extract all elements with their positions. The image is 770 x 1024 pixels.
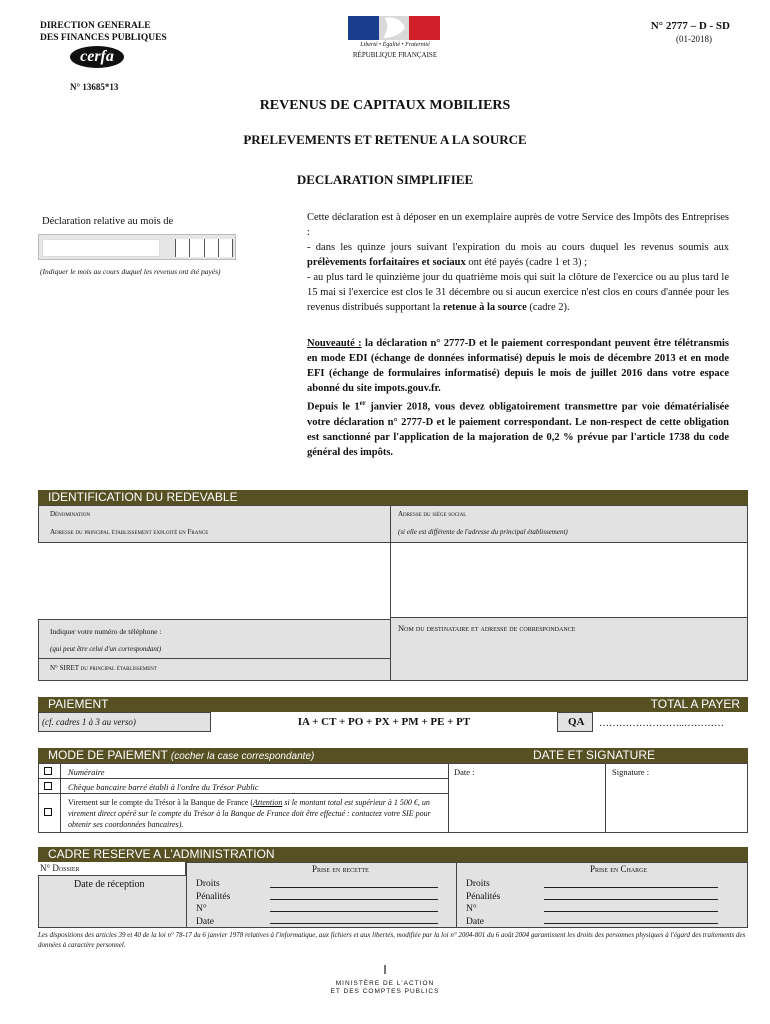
virement-label	[68, 797, 444, 830]
destinataire-label: Nom du destinataire et adresse de correspondance	[398, 623, 576, 633]
legal-notice: Les dispositions des articles 39 et 40 de la loi n° 78-17 du 6 janvier 1978 relatives à l'informatique, aux fichiers et aux libertés, modifiée par la loi n° 2004-801 du 6 août 2004 garantissent les droits des personnes physiques à l'égard des traitements des données à caractère personnel.	[38, 931, 746, 949]
admin-header: CADRE RESERVE A L'ADMINISTRATION	[38, 847, 748, 862]
mode-row-line1	[38, 778, 448, 779]
month-year-input[interactable]	[175, 239, 233, 257]
mode-sign-divider	[605, 763, 606, 833]
recette-penalites: Pénalités	[196, 891, 231, 902]
intro-p3b: retenue à la source	[442, 302, 527, 313]
declaration-month-label: Déclaration relative au mois de	[42, 216, 174, 227]
admin-divider2	[456, 862, 457, 928]
qa-label: QA	[568, 716, 585, 728]
mode-row-line2	[38, 793, 448, 794]
cheque-label: Chèque bancaire barré établi à l'ordre du Trésor Public	[68, 782, 259, 792]
ministry-logo	[300, 962, 470, 996]
virement-attention: Attention	[253, 798, 283, 807]
telephone-label: Indiquer votre numéro de téléphone :	[50, 627, 162, 636]
numeraire-checkbox[interactable]	[44, 767, 52, 775]
nouveaute-label: Nouveauté :	[307, 338, 362, 349]
nouveaute-text: la déclaration n° 2777-D et le paiement correspondant peuvent être télétransmis en mode EDI (échange de données informatisé) depuis le mois de décembre 2013 et en mode EFI (échange de formulaires informatisé) depuis le mois de juillet 2016 dans votre espace abonné du site impots.gouv.fr.	[307, 338, 729, 394]
charge-labels	[466, 878, 500, 928]
virement-checkbox[interactable]	[44, 808, 52, 816]
depuis-a: Depuis le 1	[307, 401, 360, 413]
deposit-instructions	[307, 210, 729, 315]
intro-p3a: - au plus tard le quinzième jour du quatrième mois qui suit la clôture de l'exercice ou au plus tard le 15 mai si l'exercice est clos le 31 décembre ou si aucun exercice n'est clos en cours d'année pour les revenus distribués supportant la	[307, 272, 729, 313]
mode-col-divider	[60, 763, 61, 833]
charge-line4[interactable]	[544, 923, 718, 924]
recette-labels	[196, 878, 230, 928]
date-reception-label: Date de réception	[74, 879, 145, 890]
form-date: (01-2018)	[676, 34, 712, 44]
siege-address-label: Adresse du siège social	[398, 510, 467, 518]
charge-line1[interactable]	[544, 887, 718, 888]
recette-line3[interactable]	[270, 911, 438, 912]
cheque-checkbox[interactable]	[44, 782, 52, 790]
mode-date-divider	[448, 763, 449, 833]
prise-recette-label: Prise en recette	[312, 864, 369, 874]
identification-header: IDENTIFICATION DU REDEVABLE	[38, 490, 748, 505]
date-signature-title: DATE ET SIGNATURE	[533, 748, 656, 762]
ministry-line1: MINISTÈRE DE L'ACTION	[335, 980, 435, 987]
intro-p2c: ont été payés (cadre 1 et 3) ;	[465, 257, 587, 268]
charge-penalites: Pénalités	[466, 891, 501, 902]
dossier-label: N° Dossier	[40, 863, 80, 873]
dgfip-header	[40, 20, 167, 44]
depuis-b: janvier 2018, vous devez obligatoirement transmettre par voie dématérialisée votre déclaration n° 2777-D et le paiement correspondant. Le non-respect de cette obligation est sanctionné par l'application de la majoration de 0,2 % prévue par l'article 1738 du code général des impôts.	[307, 401, 729, 458]
declaration-month-field	[38, 234, 236, 260]
recette-date: Date	[196, 916, 214, 927]
ministry-emblem-icon	[375, 965, 395, 975]
signature-label: Signature :	[612, 767, 650, 777]
virement-text-a: Virement sur le compte du Trésor à la Banque de France (	[68, 798, 254, 807]
total-title: TOTAL A PAYER	[650, 697, 740, 711]
paiement-header	[38, 697, 748, 712]
form-number: N° 2777 – D - SD	[650, 20, 730, 32]
nouveaute-notice	[307, 336, 729, 460]
page-title: REVENUS DE CAPITAUX MOBILIERS	[259, 98, 511, 113]
siege-address-hint: (si elle est différente de l'adresse du principal établissement)	[398, 528, 568, 536]
paiement-cadres: (cf. cadres 1 à 3 au verso)	[42, 717, 136, 727]
siret-label: N° SIRET du principal établissement	[50, 664, 157, 672]
virement-text-b: si le montant total est supérieur à 1 500 €, un virement direct opéré sur le compte du Trésor à la Banque de France doit être effectué : contactez votre SIE pour obtenir ses coordonnées bancaires).	[68, 798, 431, 829]
intro-p2a: - dans les quinze jours suivant l'expiration du mois au cours duquel les revenus soumis aux	[307, 242, 729, 253]
paiement-formula: IA + CT + PO + PX + PM + PE + PT	[210, 712, 558, 732]
recette-line2[interactable]	[270, 899, 438, 900]
numeraire-label: Numéraire	[68, 767, 105, 777]
intro-p1: Cette déclaration est à déposer en un exemplaire auprès de votre Service des Impôts des Entreprises :	[307, 212, 729, 238]
recette-line4[interactable]	[270, 923, 438, 924]
admin-divider1	[186, 862, 187, 928]
republic-motto: Liberté • Égalité • Fraternité	[360, 42, 430, 48]
siege-address-input[interactable]	[391, 542, 747, 618]
principal-address-label: Adresse du principal établissement exploité en France	[50, 528, 209, 536]
charge-line3[interactable]	[544, 911, 718, 912]
dgfip-line1: DIRECTION GENERALE	[40, 21, 151, 31]
denomination-label: Dénomination	[50, 510, 91, 518]
total-amount-input[interactable]: ……………………..…………	[592, 712, 748, 732]
declaration-month-hint: (Indiquer le mois au cours duquel les revenus ont été payés)	[40, 267, 221, 276]
siret-divider	[38, 658, 390, 659]
republic-name: RÉPUBLIQUE FRANÇAISE	[352, 51, 438, 59]
prise-charge-label: Prise en Charge	[590, 864, 648, 874]
charge-droits: Droits	[466, 879, 490, 889]
marianne-logo	[348, 16, 440, 40]
charge-date: Date	[466, 916, 484, 927]
paiement-title: PAIEMENT	[48, 697, 109, 711]
charge-line2[interactable]	[544, 899, 718, 900]
ministry-line2: ET DES COMPTES PUBLICS	[330, 988, 440, 995]
intro-p2b: prélèvements forfaitaires et sociaux	[307, 257, 466, 268]
marianne-profile-icon	[379, 16, 409, 40]
intro-p3c: (cadre 2).	[526, 302, 570, 313]
dgfip-line2: DES FINANCES PUBLIQUES	[40, 33, 167, 43]
month-name-input[interactable]	[42, 239, 160, 257]
mode-title: MODE DE PAIEMENT	[48, 748, 168, 762]
charge-numero: N°	[466, 904, 477, 914]
telephone-hint: (qui peut être celui d'un correspondant)	[50, 645, 162, 653]
mode-header	[38, 748, 748, 764]
recette-line1[interactable]	[270, 887, 438, 888]
cerfa-number: N° 13685*13	[70, 82, 119, 92]
cerfa-logo: cerfa	[70, 46, 124, 68]
depuis-sup: er	[359, 399, 366, 407]
mode-title-hint: (cocher la case correspondante)	[170, 751, 315, 762]
recette-droits: Droits	[196, 879, 220, 889]
date-label: Date :	[454, 767, 475, 777]
page-subtitle: PRELEVEMENTS ET RETENUE A LA SOURCE	[243, 132, 527, 147]
recette-numero: N°	[196, 904, 207, 914]
principal-address-input[interactable]	[38, 542, 390, 620]
form-type-title: DECLARATION SIMPLIFIEE	[296, 172, 474, 187]
